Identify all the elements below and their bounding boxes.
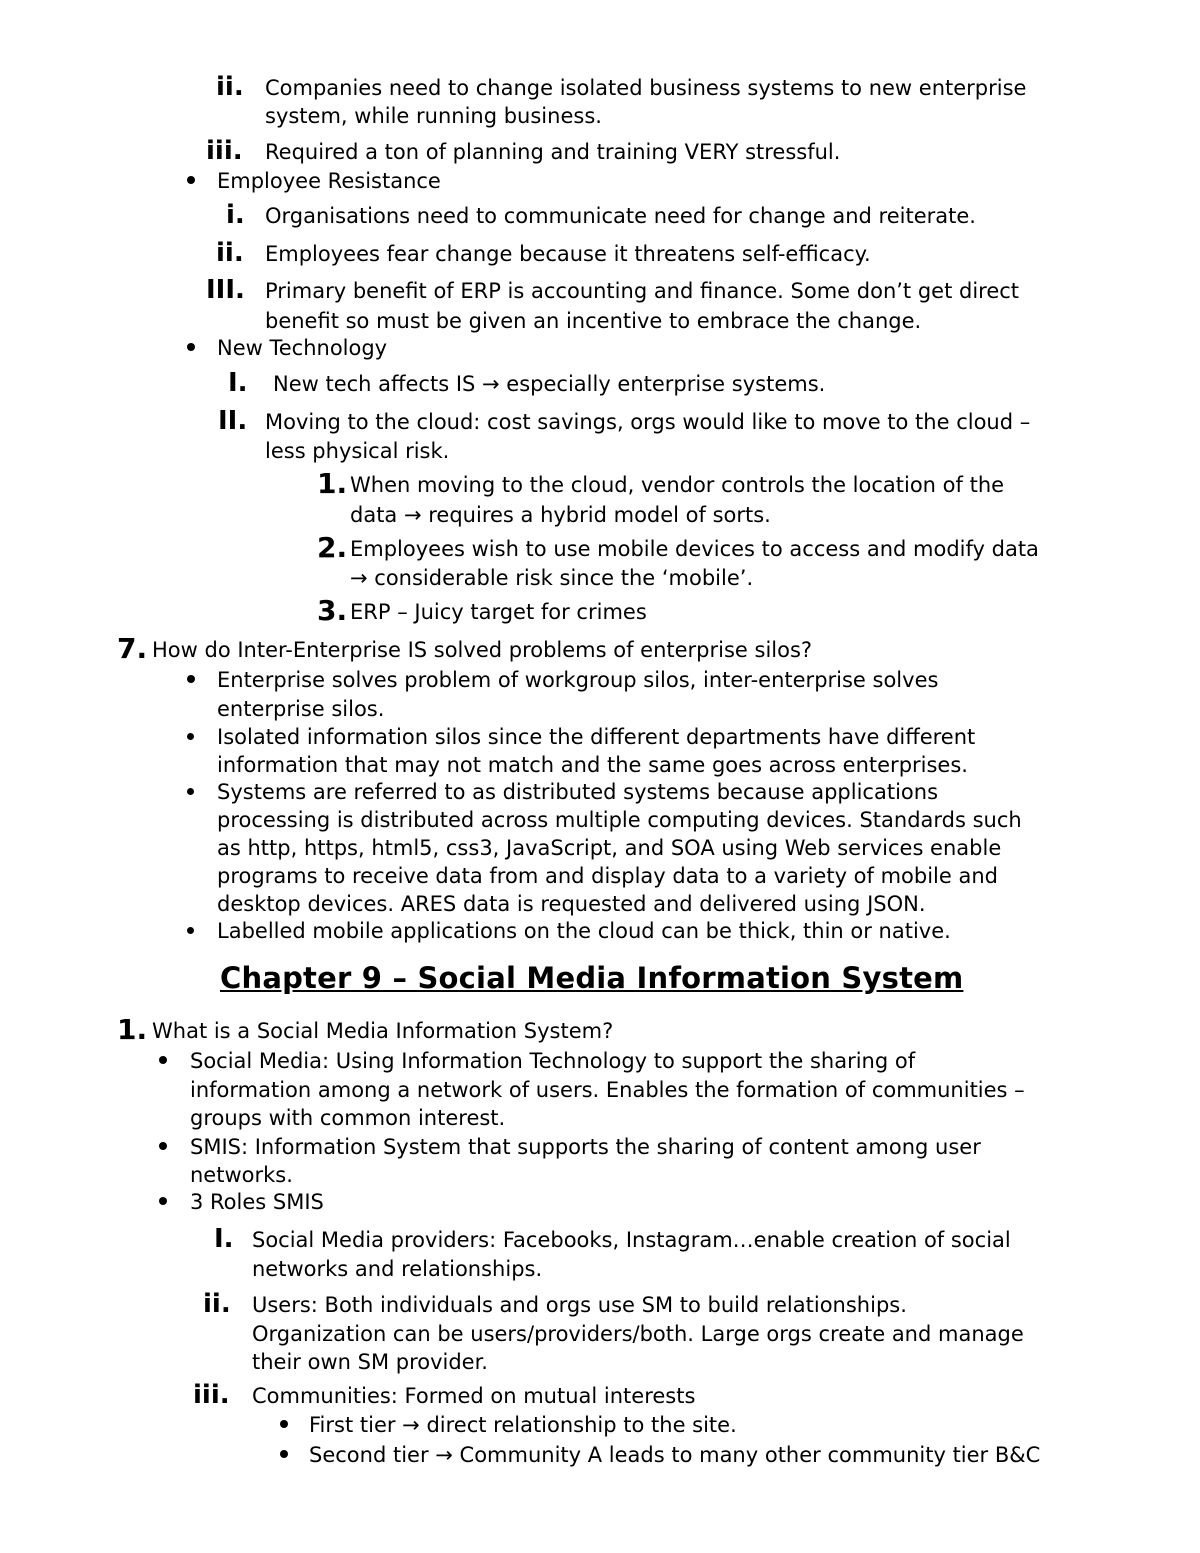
list-item-text: information among a network of users. Enables the formation of communities – [190,1078,1025,1102]
number-marker-1: 1. [317,467,348,500]
list-item-text: Organisations need to communicate need for change and reiterate. [265,204,976,228]
list-item-text: Social Media providers: Facebooks, Instagram…enable creation of social [252,1228,1011,1252]
bullet-icon [159,1142,167,1150]
number-marker-7: 7. [117,632,148,665]
roman-marker-ii: ii. [216,238,244,268]
list-item-text: their own SM provider. [252,1350,488,1374]
list-item-text: SMIS: Information System that supports the sharing of content among user [190,1135,981,1159]
roman-marker-ii: ii. [216,72,244,102]
section-bullet-title: New Technology [217,336,388,360]
list-item-text: Isolated information silos since the different departments have different [217,725,976,749]
bullet-icon [187,343,195,351]
list-item-text: Second tier → Community A leads to many other community tier B&C [309,1443,1041,1467]
list-item-text: Employees wish to use mobile devices to access and modify data [350,537,1039,561]
number-marker-1: 1. [117,1013,148,1046]
list-item-text: desktop devices. ARES data is requested and delivered using JSON. [217,892,926,916]
question-text: How do Inter-Enterprise IS solved problems of enterprise silos? [152,638,813,662]
bullet-icon [280,1420,288,1428]
roman-marker-iii: iii. [206,136,243,166]
list-item-text: Labelled mobile applications on the cloud can be thick, thin or native. [217,919,951,943]
bullet-icon [187,733,194,740]
list-item-text: Users: Both individuals and orgs use SM to build relationships. [252,1293,907,1317]
list-item-text: Enterprise solves problem of workgroup silos, inter-enterprise solves [217,668,939,692]
list-item-text: Systems are referred to as distributed systems because applications [217,780,939,804]
list-item-text: as http, https, html5, css3, JavaScript, and SOA using Web services enable [217,836,1002,860]
list-item-text: groups with common interest. [190,1106,506,1130]
bullet-icon [159,1056,167,1064]
list-item-text: data → requires a hybrid model of sorts. [350,503,771,527]
roman-marker-iii: iii. [193,1380,230,1410]
bullet-icon [159,1197,167,1205]
list-item-text: Employees fear change because it threatens self-efficacy. [265,242,871,266]
list-item-text: processing is distributed across multiple computing devices. Standards such [217,808,1022,832]
section-bullet-title: Employee Resistance [217,169,441,193]
roman-marker-iii: III. [206,275,245,305]
list-item-text: enterprise silos. [217,697,385,721]
list-item-text: Social Media: Using Information Technology to support the sharing of [190,1049,916,1073]
list-item-text: Companies need to change isolated business systems to new enterprise [265,76,1027,100]
roman-marker-I: I. [214,1224,234,1254]
list-item-text: Communities: Formed on mutual interests [252,1384,696,1408]
bullet-icon [187,788,194,795]
list-item-text: → considerable risk since the ‘mobile’. [350,566,754,590]
list-item-text: Moving to the cloud: cost savings, orgs would like to move to the cloud – [265,410,1031,434]
bullet-icon [280,1450,288,1458]
list-item-text: information that may not match and the same goes across enterprises. [217,753,968,777]
bullet-icon [187,675,195,683]
list-item-text: Organization can be users/providers/both. Large orgs create and manage [252,1322,1024,1346]
list-item-text: First tier → direct relationship to the site. [309,1413,737,1437]
list-item-text: Required a ton of planning and training VERY stressful. [265,140,841,164]
list-item-text: less physical risk. [265,439,450,463]
list-item-text: 3 Roles SMIS [190,1190,324,1214]
list-item-text: New tech affects IS → especially enterprise systems. [273,372,826,396]
list-item-text: Primary benefit of ERP is accounting and finance. Some don’t get direct [265,279,1020,303]
list-item-text: When moving to the cloud, vendor controls the location of the [350,473,1005,497]
chapter-heading: Chapter 9 – Social Media Information System [220,961,964,995]
roman-marker-I: I. [228,368,248,398]
list-item-text: networks and relationships. [252,1257,543,1281]
bullet-icon [187,927,194,934]
list-item-text: system, while running business. [265,104,602,128]
roman-marker-i: i. [226,200,245,230]
question-text: What is a Social Media Information System? [152,1019,614,1043]
number-marker-3: 3. [317,594,348,627]
roman-marker-II: II. [218,406,248,436]
number-marker-2: 2. [317,531,348,564]
bullet-icon [187,176,195,184]
list-item-text: ERP – Juicy target for crimes [350,600,647,624]
list-item-text: programs to receive data from and display data to a variety of mobile and [217,864,998,888]
list-item-text: benefit so must be given an incentive to embrace the change. [265,309,922,333]
list-item-text: networks. [190,1163,293,1187]
roman-marker-ii: ii. [203,1289,231,1319]
